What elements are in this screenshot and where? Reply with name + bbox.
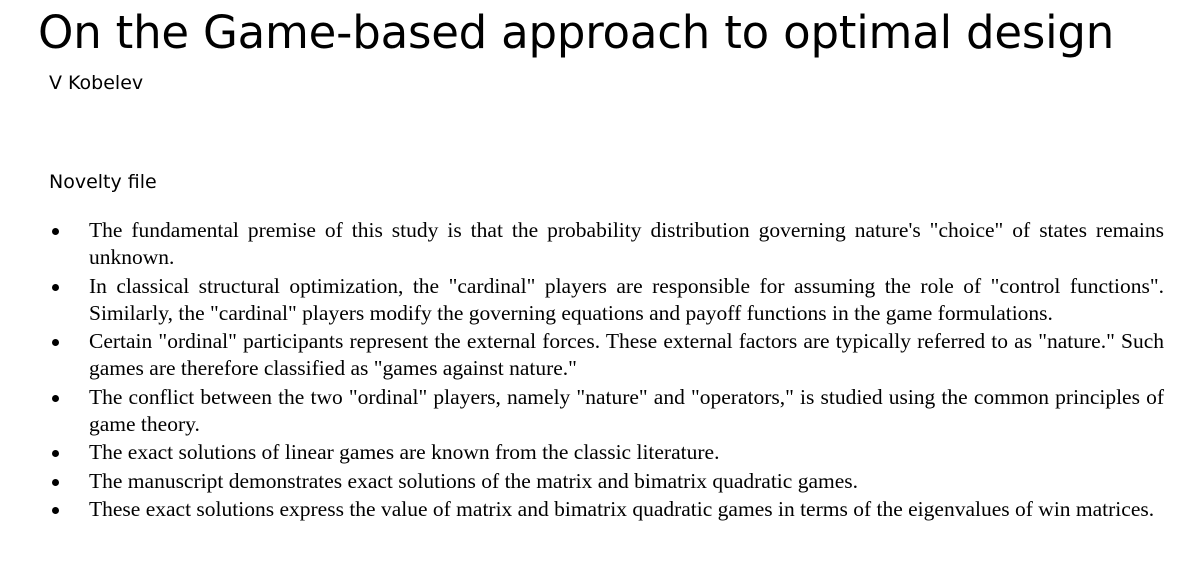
list-item <box>46 439 1164 466</box>
bullet-icon <box>52 339 59 346</box>
list-item-text: The manuscript demonstrates exact solutions of the matrix and bimatrix quadratic games. <box>89 468 859 493</box>
list-item <box>46 217 1164 271</box>
list-item <box>46 273 1164 327</box>
list-item-text: The fundamental premise of this study is that the probability distribution governing nature's "choice" of states remains unknown. <box>89 218 1164 269</box>
bullet-icon <box>52 507 59 514</box>
document-title: On the Game-based approach to optimal design <box>38 6 1115 59</box>
bullet-icon <box>52 395 59 402</box>
bullet-icon <box>52 479 59 486</box>
list-item-text: Certain "ordinal" participants represent the external forces. These external factors are typically referred to as "nature." Such games are therefore classified as "games against nature." <box>89 329 1164 380</box>
bullet-icon <box>52 228 59 235</box>
bullet-icon <box>52 450 59 457</box>
bullet-icon <box>52 284 59 291</box>
list-item-text: These exact solutions express the value of matrix and bimatrix quadratic games in terms of the eigenvalues of win matrices. <box>89 497 1155 521</box>
list-item <box>46 496 1164 523</box>
list-item <box>46 384 1164 438</box>
list-item-text: The exact solutions of linear games are known from the classic literature. <box>89 440 720 464</box>
list-item <box>46 468 1164 495</box>
novelty-list <box>46 217 1164 525</box>
list-item-text: In classical structural optimization, the "cardinal" players are responsible for assuming the role of "control functions". Similarly, the "cardinal" players modify the governing equations and payoff functions in the game formulations. <box>89 273 1164 325</box>
list-item <box>46 328 1164 382</box>
section-label: Novelty file <box>49 171 157 193</box>
author-name: V Kobelev <box>49 72 144 94</box>
list-item-text: The conflict between the two "ordinal" players, namely "nature" and "operators," is studied using the common principles of game theory. <box>89 384 1164 436</box>
